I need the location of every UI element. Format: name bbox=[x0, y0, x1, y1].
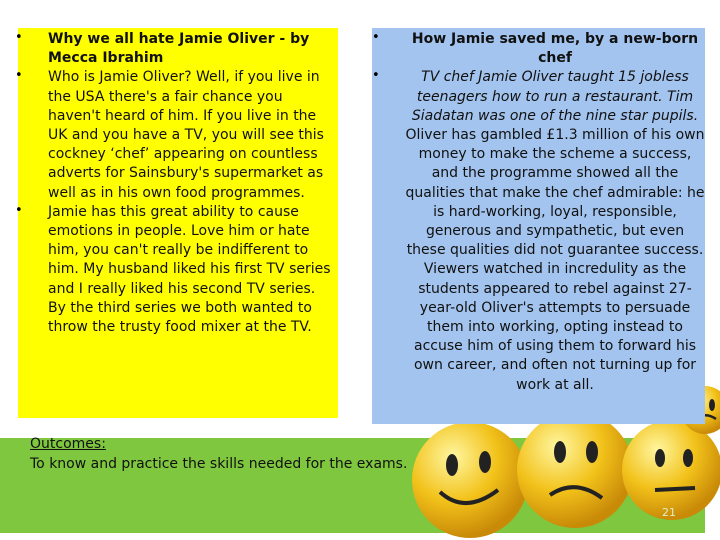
right-bullet-list bbox=[372, 30, 705, 395]
left-article-title: Why we all hate Jamie Oliver - by Mecca Ibrahim bbox=[48, 31, 310, 67]
bullet-icon: • bbox=[15, 202, 23, 218]
page-number: 21 bbox=[662, 506, 676, 519]
right-paragraph-intro: TV chef Jamie Oliver taught 15 jobless teenagers how to run a restaurant. Tim Siadatan was one of the nine star pupils. bbox=[411, 69, 699, 124]
left-paragraph: Jamie has this great ability to cause emotions in people. Love him or hate him, you can't really be indifferent to him. My husband liked his first TV series and I really liked his second TV series. By the third series we both wanted to throw the trusty food mixer at the TV. bbox=[48, 203, 331, 336]
outcomes-text: To know and practice the skills needed for the exams. bbox=[30, 456, 408, 472]
right-paragraph bbox=[405, 68, 705, 394]
left-bullet-list bbox=[15, 30, 333, 337]
right-bullet-item bbox=[372, 30, 705, 68]
bullet-icon: • bbox=[15, 68, 23, 84]
outcomes-title: Outcomes: bbox=[30, 436, 106, 452]
left-bullet-item bbox=[15, 30, 333, 68]
left-bullet-item bbox=[15, 68, 333, 202]
right-paragraph-body: Oliver has gambled £1.3 million of his own money to make the scheme a success, and the programme showed all the qualities that make the chef admirable: he is hard-working, loyal, responsible, generous and sympathetic, but even these qualities did not guarantee success. Viewers watched in incredulity as the students appeared to rebel against 27-year-old Oliver's attempts to persuade them into working, opting instead to accuse him of using them to forward his own career, and often not turning up for work at all. bbox=[405, 127, 705, 393]
right-bullet-item bbox=[372, 68, 705, 394]
bullet-icon: • bbox=[15, 30, 23, 45]
bullet-icon: • bbox=[372, 30, 380, 45]
emoji-face-sad bbox=[517, 412, 633, 528]
emoji-face-neutral bbox=[622, 420, 720, 520]
left-paragraph: Who is Jamie Oliver? Well, if you live in the USA there's a fair chance you haven't heard of him. If you live in the UK and you have a TV, you will see this cockney ‘chef’ appearing on countless adverts for Sainsbury's supermarket as well as in his own food programmes. bbox=[48, 69, 324, 201]
right-text-panel bbox=[372, 28, 705, 424]
bullet-icon: • bbox=[372, 68, 380, 84]
outcomes-section bbox=[30, 434, 407, 474]
left-bullet-item bbox=[15, 202, 333, 337]
left-text-panel bbox=[15, 28, 338, 418]
right-article-title: How Jamie saved me, by a new-born chef bbox=[411, 31, 699, 67]
emoji-face-happy bbox=[412, 422, 528, 538]
